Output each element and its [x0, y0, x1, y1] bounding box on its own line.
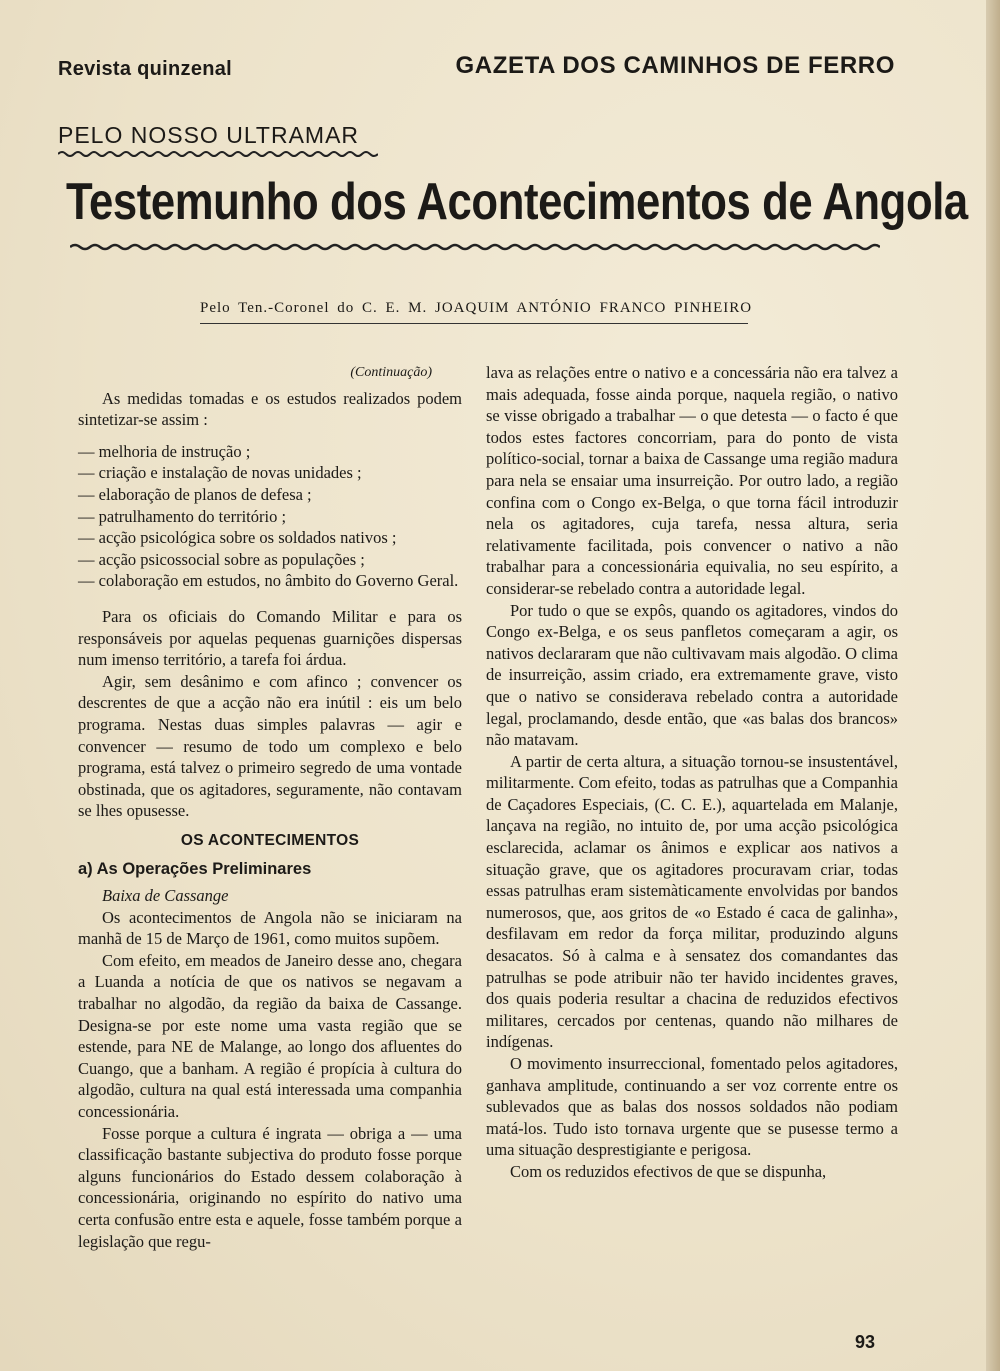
list-item: — melhoria de instrução ;	[78, 441, 251, 461]
subsubsection-heading: Baixa de Cassange	[102, 886, 229, 906]
page-edge	[986, 0, 1000, 1371]
continuation-note: (Continuação)	[350, 365, 432, 380]
paragraph: Os acontecimentos de Angola não se iniciaram na manhã de 15 de Março de 1961, como muitos supõem.	[78, 907, 462, 949]
paragraph: As medidas tomadas e os estudos realizados podem sintetizar-se assim :	[78, 388, 462, 430]
section-label-underline	[58, 150, 378, 158]
paragraph: lava as relações entre o nativo e a concessária não era talvez a mais adequada, fosse ainda porque, naquela região, o nativo se visse obrigado a trabalhar — o que detesta — o facto é que todos estes factores concorriam, para do ponto de vista político-social, tornar a baixa de Cassange uma região madura para nela se ensaiar uma insurreição. Por outro lado, a região confina com o Congo ex-Belga, o que torna fácil introduzir nela os agitadores, cuja tarefa, nessa altura, seria relativamente facilitada, pois convencer o nativo a não trabalhar para a concessionária equivalia, no seu espírito, a considerar-se rebelado contra a autoridade legal.	[486, 363, 898, 598]
list-item: — acção psicológica sobre os soldados nativos ;	[78, 528, 397, 548]
article-title: Testemunho dos Acontecimentos de Angola	[66, 173, 968, 231]
title-underline	[70, 243, 880, 251]
paragraph: Com os reduzidos efectivos de que se dispunha,	[510, 1161, 827, 1181]
list-item: — criação e instalação de novas unidades ;	[78, 463, 362, 483]
right-column	[486, 362, 898, 1183]
list-item: — elaboração de planos de defesa ;	[78, 484, 312, 504]
list-item: — colaboração em estudos, no âmbito do Governo Geral.	[78, 571, 459, 591]
section-label: PELO NOSSO ULTRAMAR	[58, 122, 360, 148]
masthead-right: GAZETA DOS CAMINHOS DE FERRO	[455, 52, 895, 79]
paragraph: Com efeito, em meados de Janeiro desse ano, chegara a Luanda a notícia de que os nativos se negavam a trabalhar no algodão, da região da baixa de Cassange. Designa-se por este nome uma vasta região que se estende, para NE de Malange, ao longo dos afluentes do Cuango, que a banham. A região é propícia à cultura do algodão, cultura na qual está interessada uma companhia concessionária.	[78, 950, 462, 1121]
paragraph: Agir, sem desânimo e com afinco ; convencer os descrentes de que a acção não era inútil : eis um belo programa. Nestas duas simples palavras — agir e convencer — resumo de todo um complexo e belo programa, está talvez o primeiro segredo de uma vontade obstinada, que os agitadores, seguramente, não contavam se lhes opusesse.	[78, 671, 462, 821]
paragraph: A partir de certa altura, a situação tornou-se insustentável, militarmente. Com efeito, todas as patrulhas que a Companhia de Caçadores Especiais, (C. C. E.), aquartelada em Malanje, lançava na região, no intuito de, por uma acção psicológica esclarecida, aclamar os ânimos e explicar aos nativos a situação grave, que os agitadores procuravam criar, todas essas patrulhas eram sistemàticamente envolvidas por bandos numerosos, que, aos gritos de «o Estado é caca de galinha», desfilavam em redor da força militar, produzindo alguns desacatos. Só à calma e à sensatez dos comandantes das patrulhas se pode atribuir não ter havido incidentes graves, dos quais poderia resultar a chacina de reduzidos efectivos militares, cercados por centenas, quando não milhares de indígenas.	[486, 751, 898, 1052]
paragraph: Para os oficiais do Comando Militar e para os responsáveis por aquelas pequenas guarnições dispersas num imenso território, a tarefa foi árdua.	[78, 606, 462, 670]
paragraph: Fosse porque a cultura é ingrata — obriga a — uma classificação bastante subjectiva do produto fosse porque alguns funcionários do Estado dessem colaboração à concessionária, originando no espírito do nativo uma certa confusão entre esta e aquele, fosse também porque a legislação que regu-	[78, 1123, 462, 1251]
paragraph: O movimento insurreccional, fomentado pelos agitadores, ganhava amplitude, continuando a ser voz corrente entre os sublevados que as balas dos nossos soldados não podiam matá-los. Tudo isto tornava urgente que se pusesse termo a uma situação desprestigiante e perigosa.	[486, 1054, 898, 1160]
byline-rule	[200, 323, 748, 324]
byline: Pelo Ten.-Coronel do C. E. M. JOAQUIM ANTÓNIO FRANCO PINHEIRO	[200, 300, 753, 316]
masthead-left: Revista quinzenal	[58, 58, 233, 80]
list-item: — acção psicossocial sobre as populações ;	[78, 549, 365, 569]
page-number: 93	[854, 1332, 875, 1352]
left-column	[78, 362, 462, 1252]
section-heading: OS ACONTECIMENTOS	[180, 831, 360, 849]
paragraph: Por tudo o que se expôs, quando os agitadores, vindos do Congo ex-Belga, e os seus panfletos começaram a agir, os nativos declararam que não cultivavam mais algodão. O clima de insurreição, assim criado, era extremamente grave, visto que o nativo se considerava rebelado contra a autoridade legal, proclamando, desde então, que «as balas dos brancos» não matavam.	[486, 600, 898, 750]
list-item: — patrulhamento do território ;	[78, 506, 287, 526]
subsection-heading: a) As Operações Preliminares	[78, 860, 312, 879]
